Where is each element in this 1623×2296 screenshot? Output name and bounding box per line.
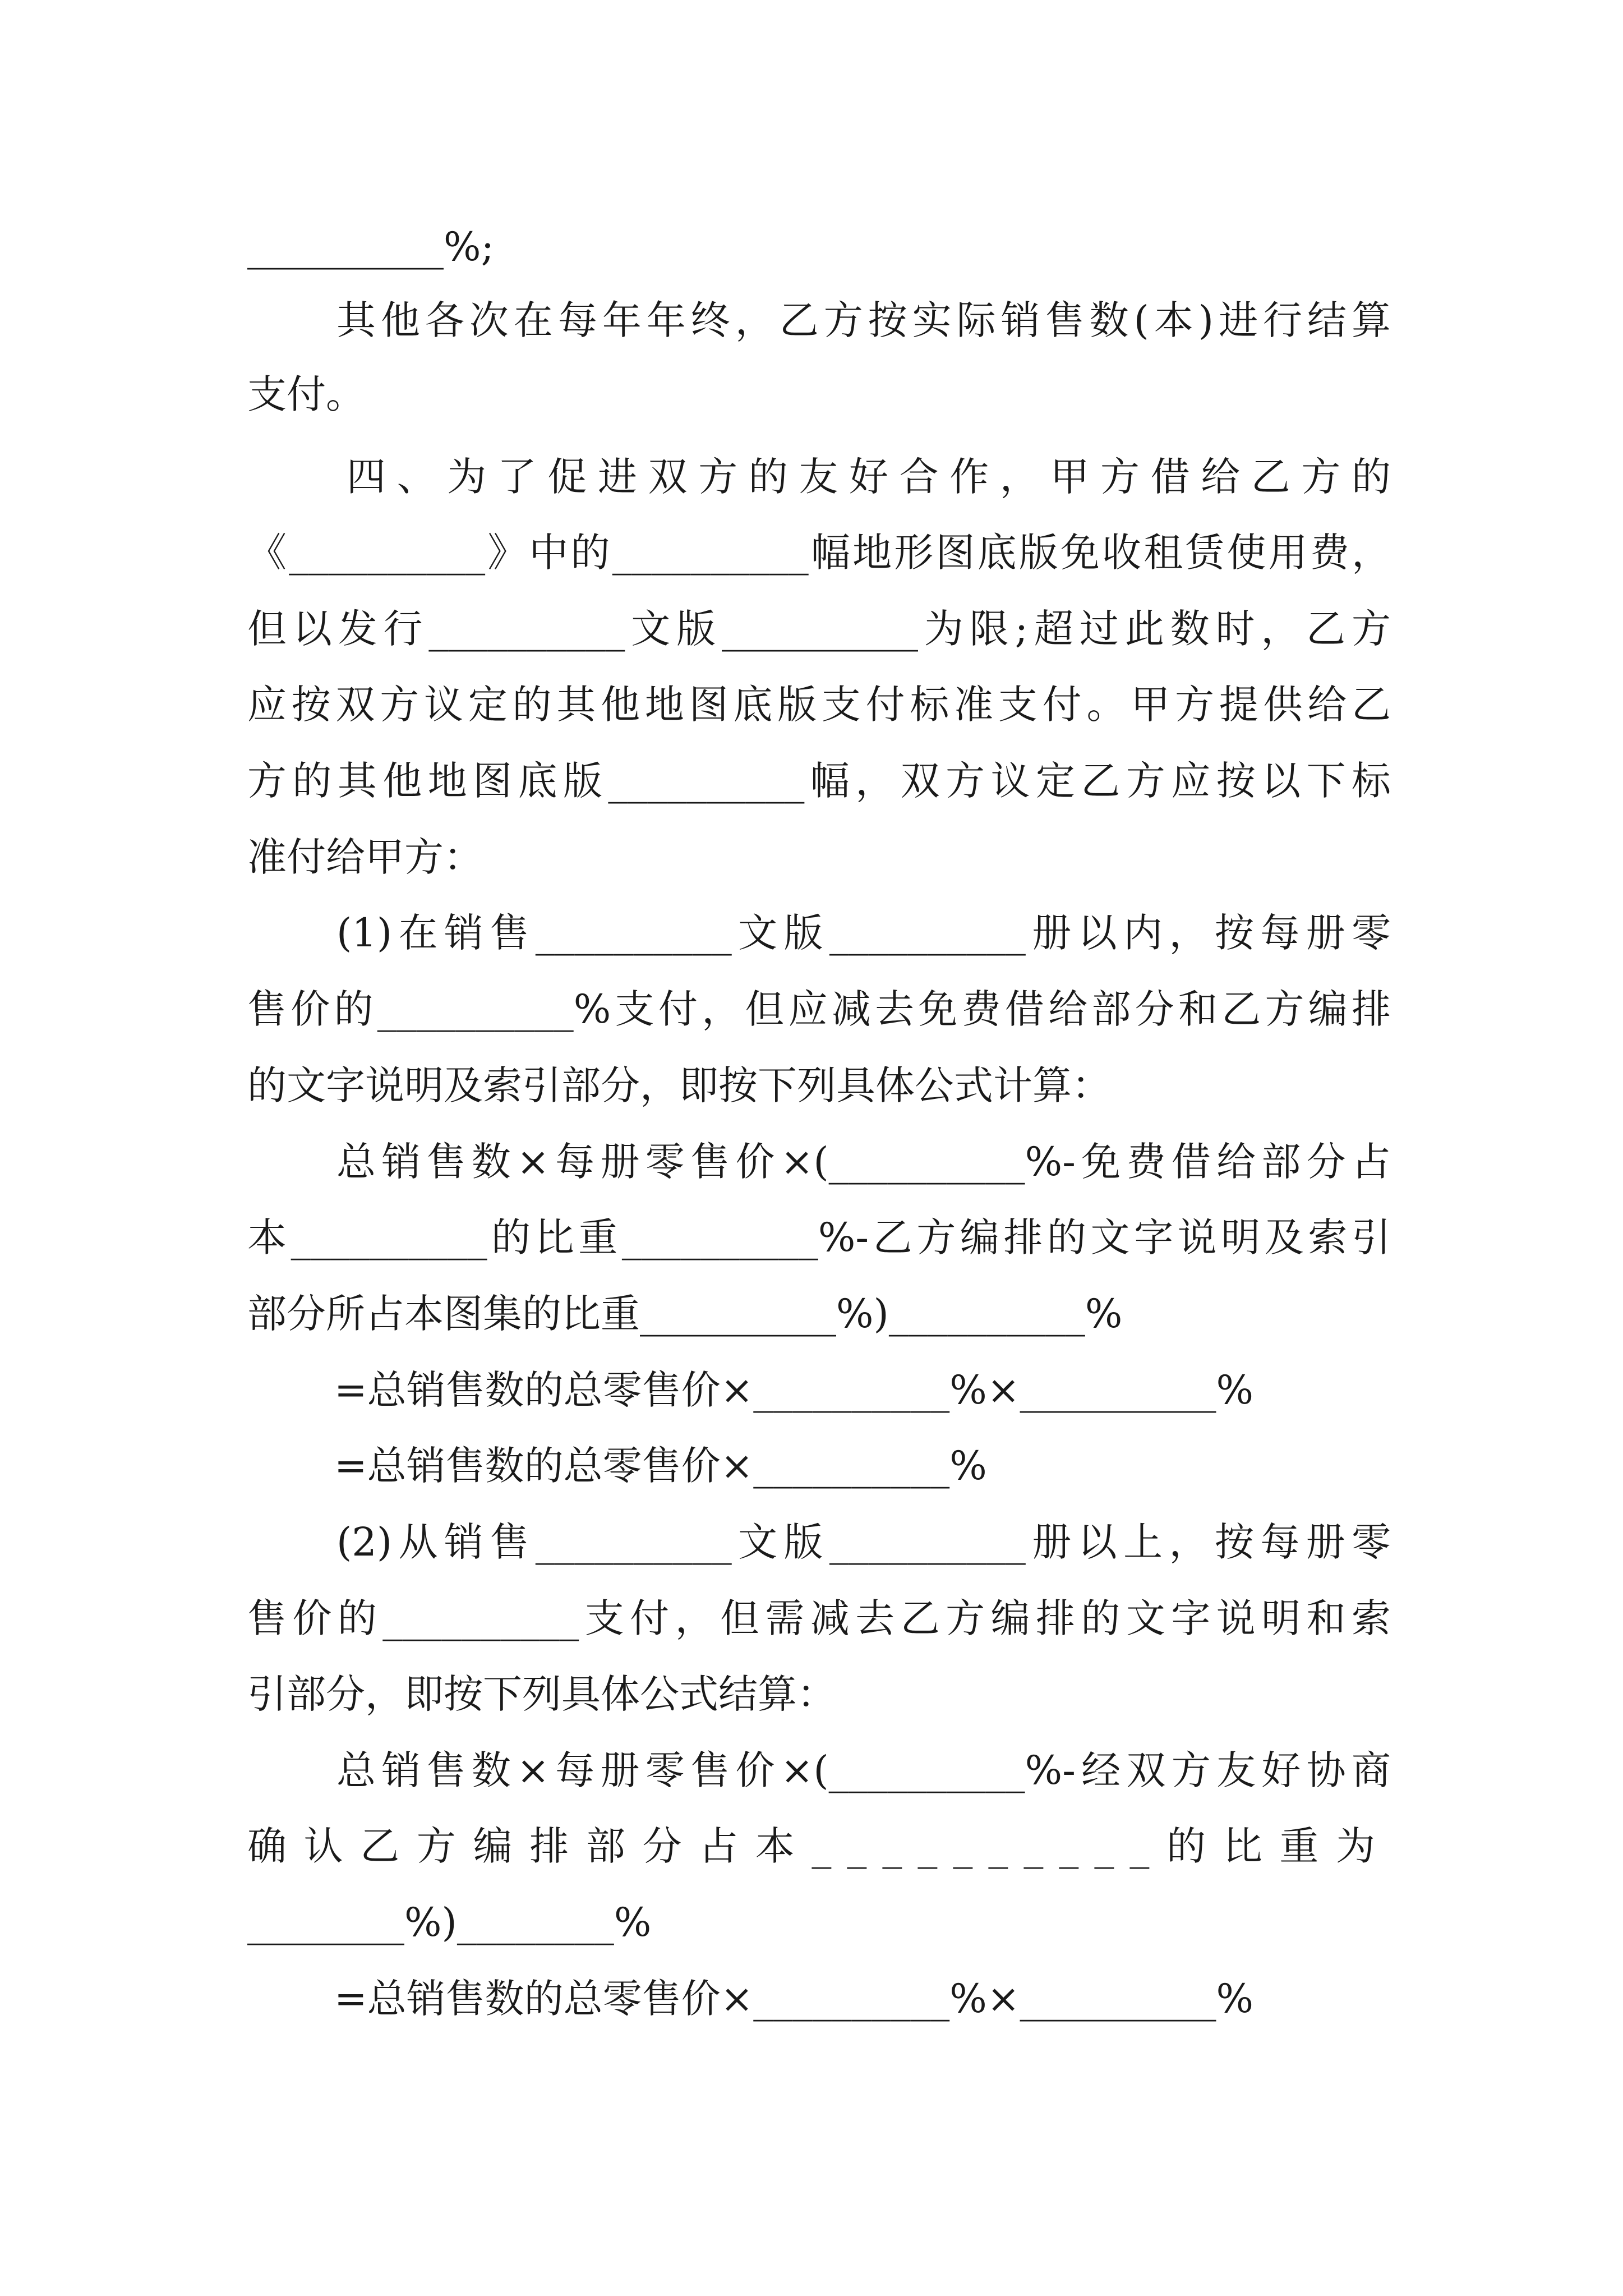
text-line: 但以发行__________文版__________为限;超过此数时，乙方	[247, 606, 1391, 652]
text-line: =总销售数的总零售价×__________%	[334, 1443, 987, 1489]
text-line: 《__________》中的__________幅地形图底版免收租赁使用费，	[247, 530, 1391, 576]
text-line: =总销售数的总零售价×__________%×__________%	[334, 1976, 1253, 2022]
text-line: 支付。	[247, 371, 365, 417]
text-line: __________%;	[247, 224, 495, 270]
text-line: 引部分，即按下列具体公式结算：	[247, 1671, 836, 1717]
text-line: ________%)________%	[247, 1899, 652, 1945]
text-line: 总销售数×每册零售价×(__________%-免费借给部分占	[336, 1139, 1391, 1185]
text-line: 总销售数×每册零售价×(__________%-经双方友好协商	[336, 1747, 1391, 1793]
text-line: 方的其他地图底版__________幅，双方议定乙方应按以下标	[247, 758, 1391, 804]
text-line: 应按双方议定的其他地图底版支付标准支付。甲方提供给乙	[247, 682, 1391, 728]
text-line: 售价的__________支付，但需减去乙方编排的文字说明和索	[247, 1595, 1391, 1641]
text-line: 部分所占本图集的比重__________%)__________%	[247, 1291, 1123, 1337]
text-line: 本__________的比重__________%-乙方编排的文字说明及索引	[247, 1214, 1391, 1260]
text-line: 确认乙方编排部分占本__________的比重为	[247, 1823, 1391, 1869]
text-line: (1)在销售__________文版__________册以内，按每册零	[336, 910, 1391, 956]
text-line: =总销售数的总零售价×__________%×__________%	[334, 1367, 1253, 1413]
text-line: 准付给甲方：	[247, 834, 483, 880]
text-line: 售价的__________%支付，但应减去免费借给部分和乙方编排	[247, 986, 1391, 1032]
text-line: 的文字说明及索引部分，即按下列具体公式计算：	[247, 1062, 1111, 1108]
text-line: (2)从销售__________文版__________册以上，按每册零	[336, 1519, 1391, 1565]
text-line: 四、为了促进双方的友好合作，甲方借给乙方的	[347, 454, 1391, 500]
text-line: 其他各次在每年年终，乙方按实际销售数(本)进行结算	[336, 297, 1391, 343]
